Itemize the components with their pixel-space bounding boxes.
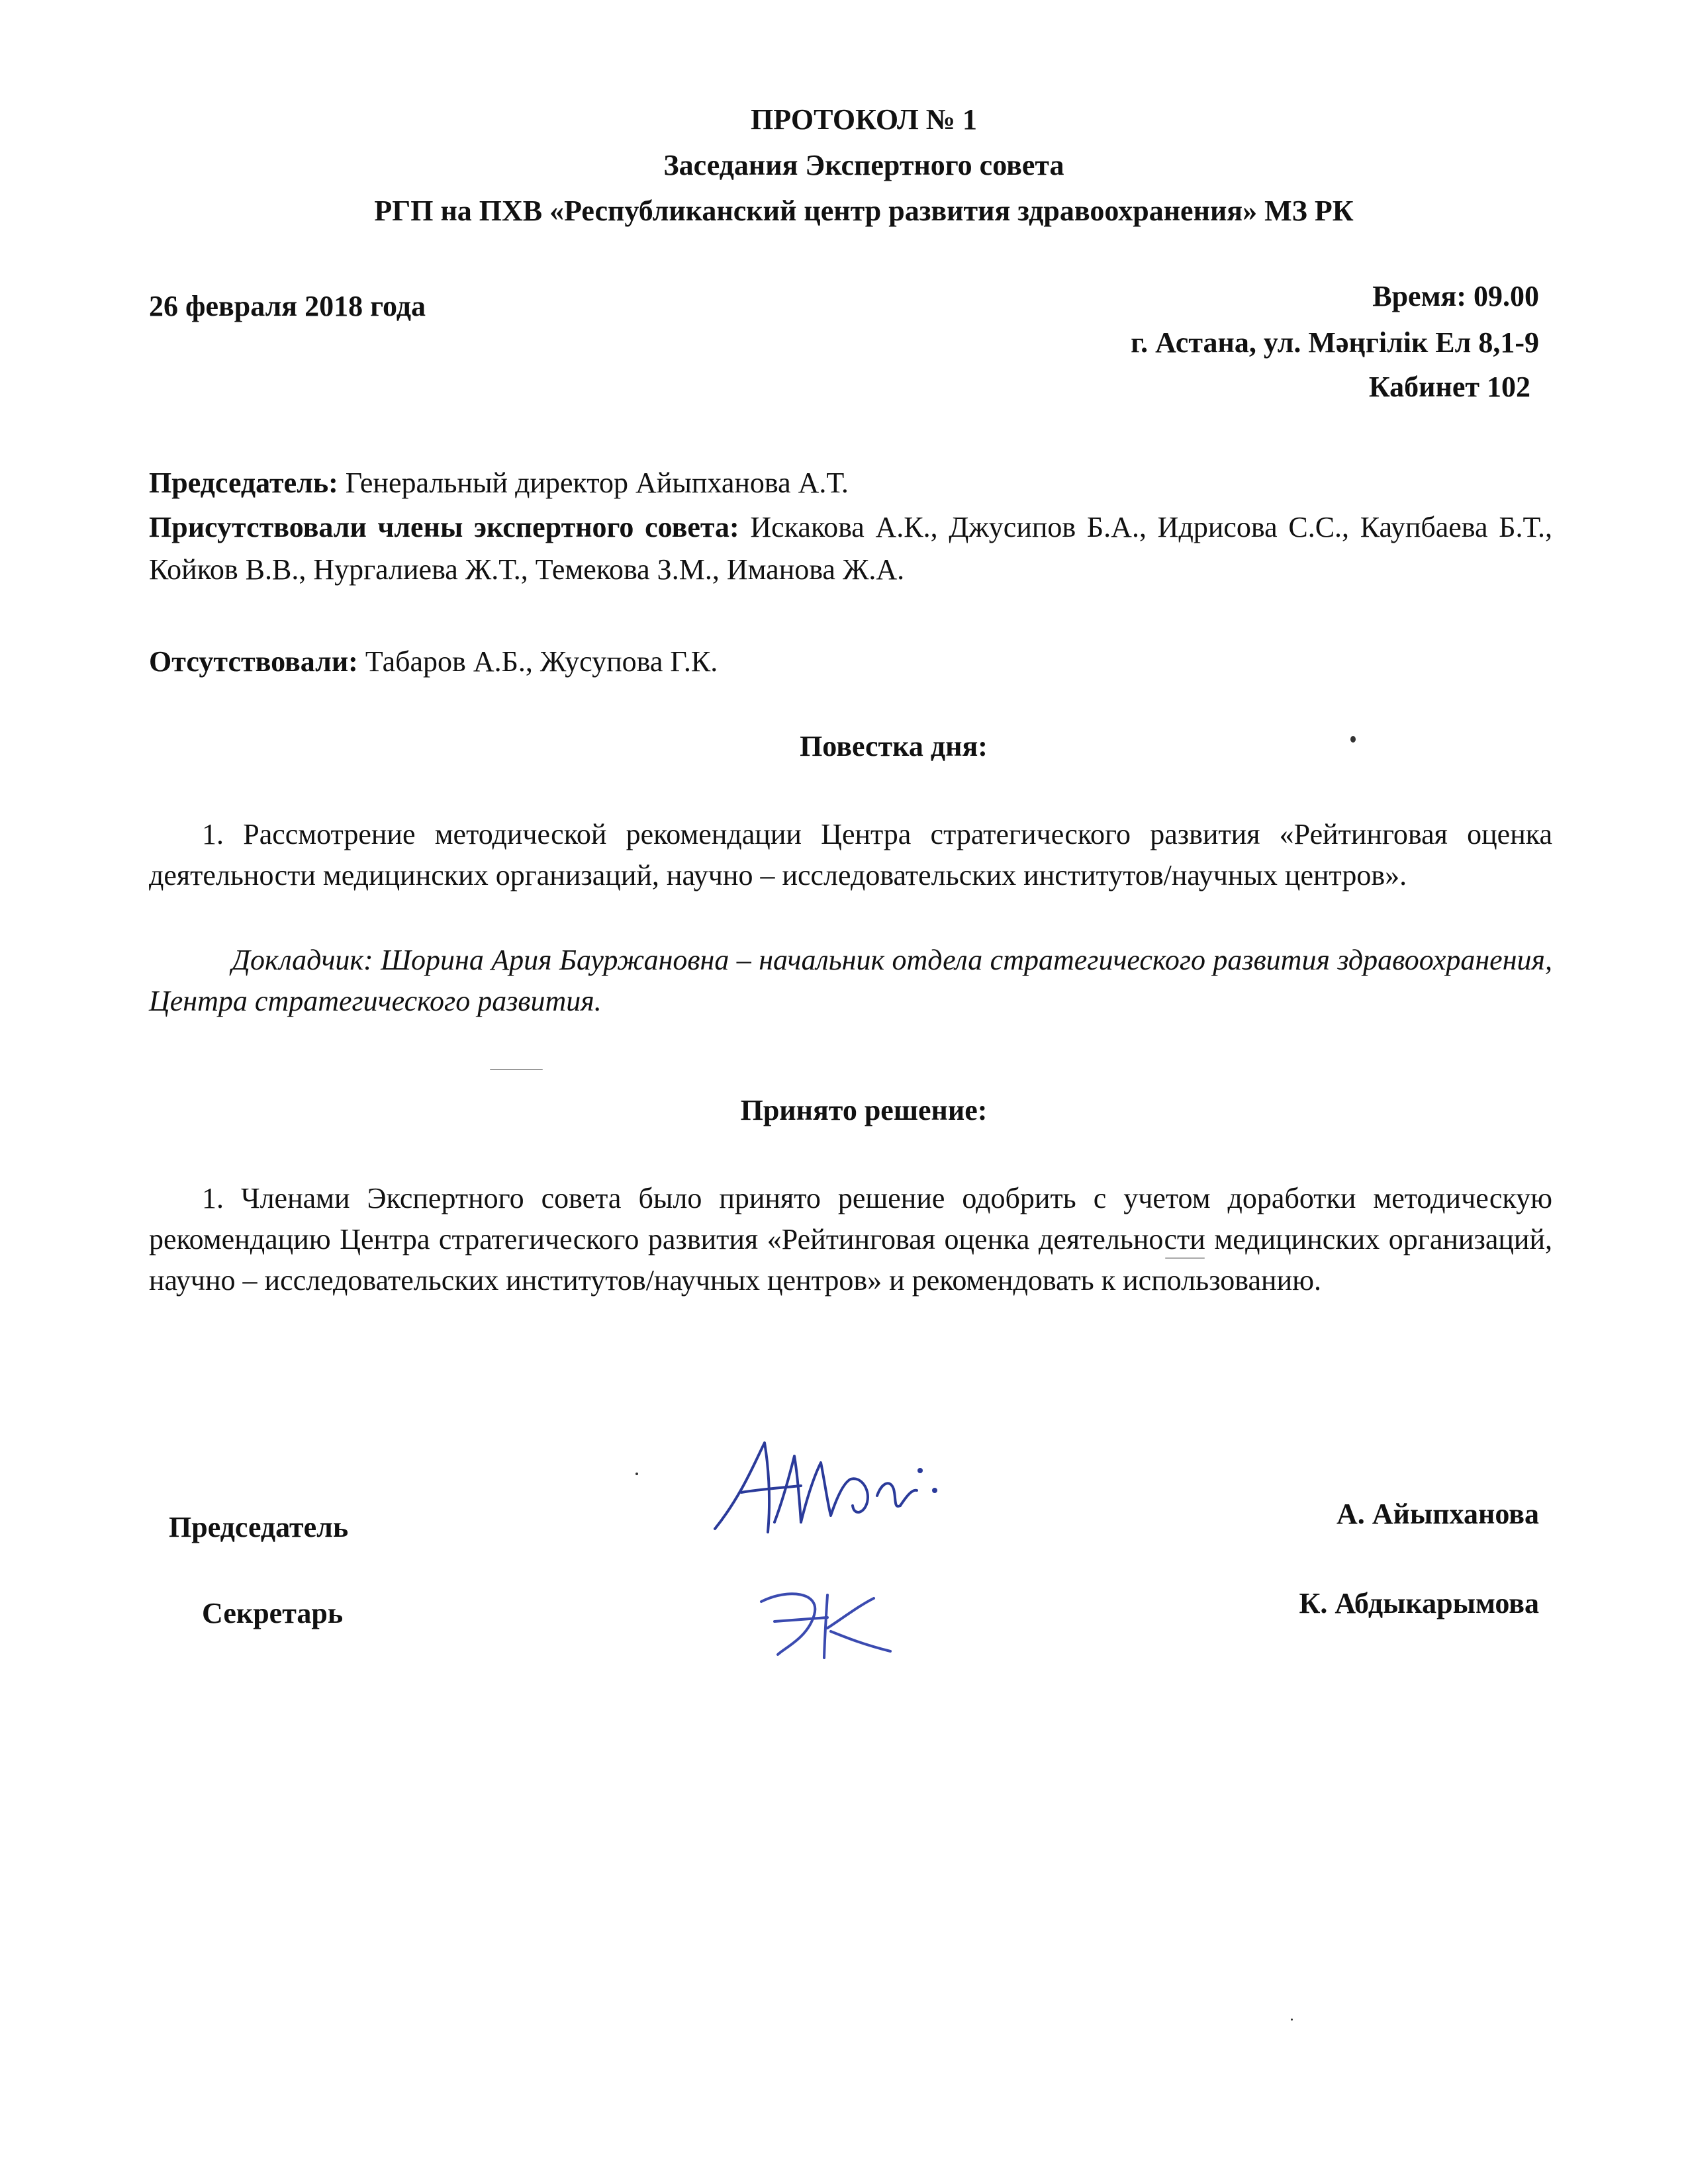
- absent-value: Табаров А.Б., Жусупова Г.К.: [357, 645, 718, 678]
- secretary-role: Секретарь: [202, 1597, 344, 1629]
- absent-label: Отсутствовали:: [149, 645, 358, 678]
- chair-label: Председатель:: [149, 467, 338, 499]
- decision-item-1: 1. Членами Экспертного совета было принято решение одобрить с учетом доработки методическую рекомендацию Центра стратегического развития «Рейтинговая оценка деятельности медицинских организаций, научно – исследовательских институтов/научных центров» и рекомендовать к использованию.: [149, 1182, 1552, 1297]
- secretary-signature: [748, 1575, 907, 1674]
- scan-streak: [490, 1069, 543, 1070]
- decision-heading: Принято решение:: [740, 1094, 988, 1126]
- agenda-speaker: Докладчик: Шорина Ария Бауржановна – начальник отдела стратегического развития здравоохранения, Центра стратегического развития.: [149, 944, 1552, 1017]
- agenda-heading: Повестка дня:: [800, 730, 988, 762]
- meeting-room: Кабинет 102: [1368, 371, 1530, 403]
- meeting-time: Время: 09.00: [1372, 280, 1539, 312]
- chair-signature: [702, 1416, 953, 1549]
- meeting-date: 26 февраля 2018 года: [149, 290, 426, 322]
- scan-speck: [1350, 736, 1356, 743]
- meeting-address: г. Астана, ул. Мәңгілік Ел 8,1-9: [1131, 326, 1539, 359]
- scan-streak: [1165, 1257, 1205, 1259]
- protocol-subtitle: Заседания Экспертного совета: [663, 149, 1064, 181]
- present-label: Присутствовали члены экспертного совета:: [149, 511, 739, 543]
- attendance-absent: [149, 642, 1552, 682]
- present-value: Искакова А.К., Джусипов Б.А., Идрисова С.С., Каупбаева Б.Т., Койков В.В., Нургалиева Ж.Т., Темекова З.М., Иманова Ж.А.: [149, 511, 1552, 586]
- chair-value: Генеральный директор Айыпханова А.Т.: [338, 467, 849, 499]
- attendance-present: [149, 506, 1552, 591]
- protocol-title: ПРОТОКОЛ № 1: [751, 103, 977, 136]
- chair-role: Председатель: [169, 1511, 349, 1543]
- scan-speck: [1291, 2019, 1293, 2021]
- chair-name: А. Айыпханова: [1336, 1498, 1539, 1530]
- scan-speck: [635, 1473, 638, 1475]
- agenda-item-1: 1. Рассмотрение методической рекомендации Центра стратегического развития «Рейтинговая оценка деятельности медицинских организаций, научно – исследовательских институтов/научных центров».: [149, 818, 1552, 891]
- attendance-chair: [149, 463, 1552, 503]
- secretary-name: К. Абдыкарымова: [1299, 1587, 1539, 1619]
- organization-name: РГП на ПХВ «Республиканский центр развития здравоохранения» МЗ РК: [374, 195, 1354, 227]
